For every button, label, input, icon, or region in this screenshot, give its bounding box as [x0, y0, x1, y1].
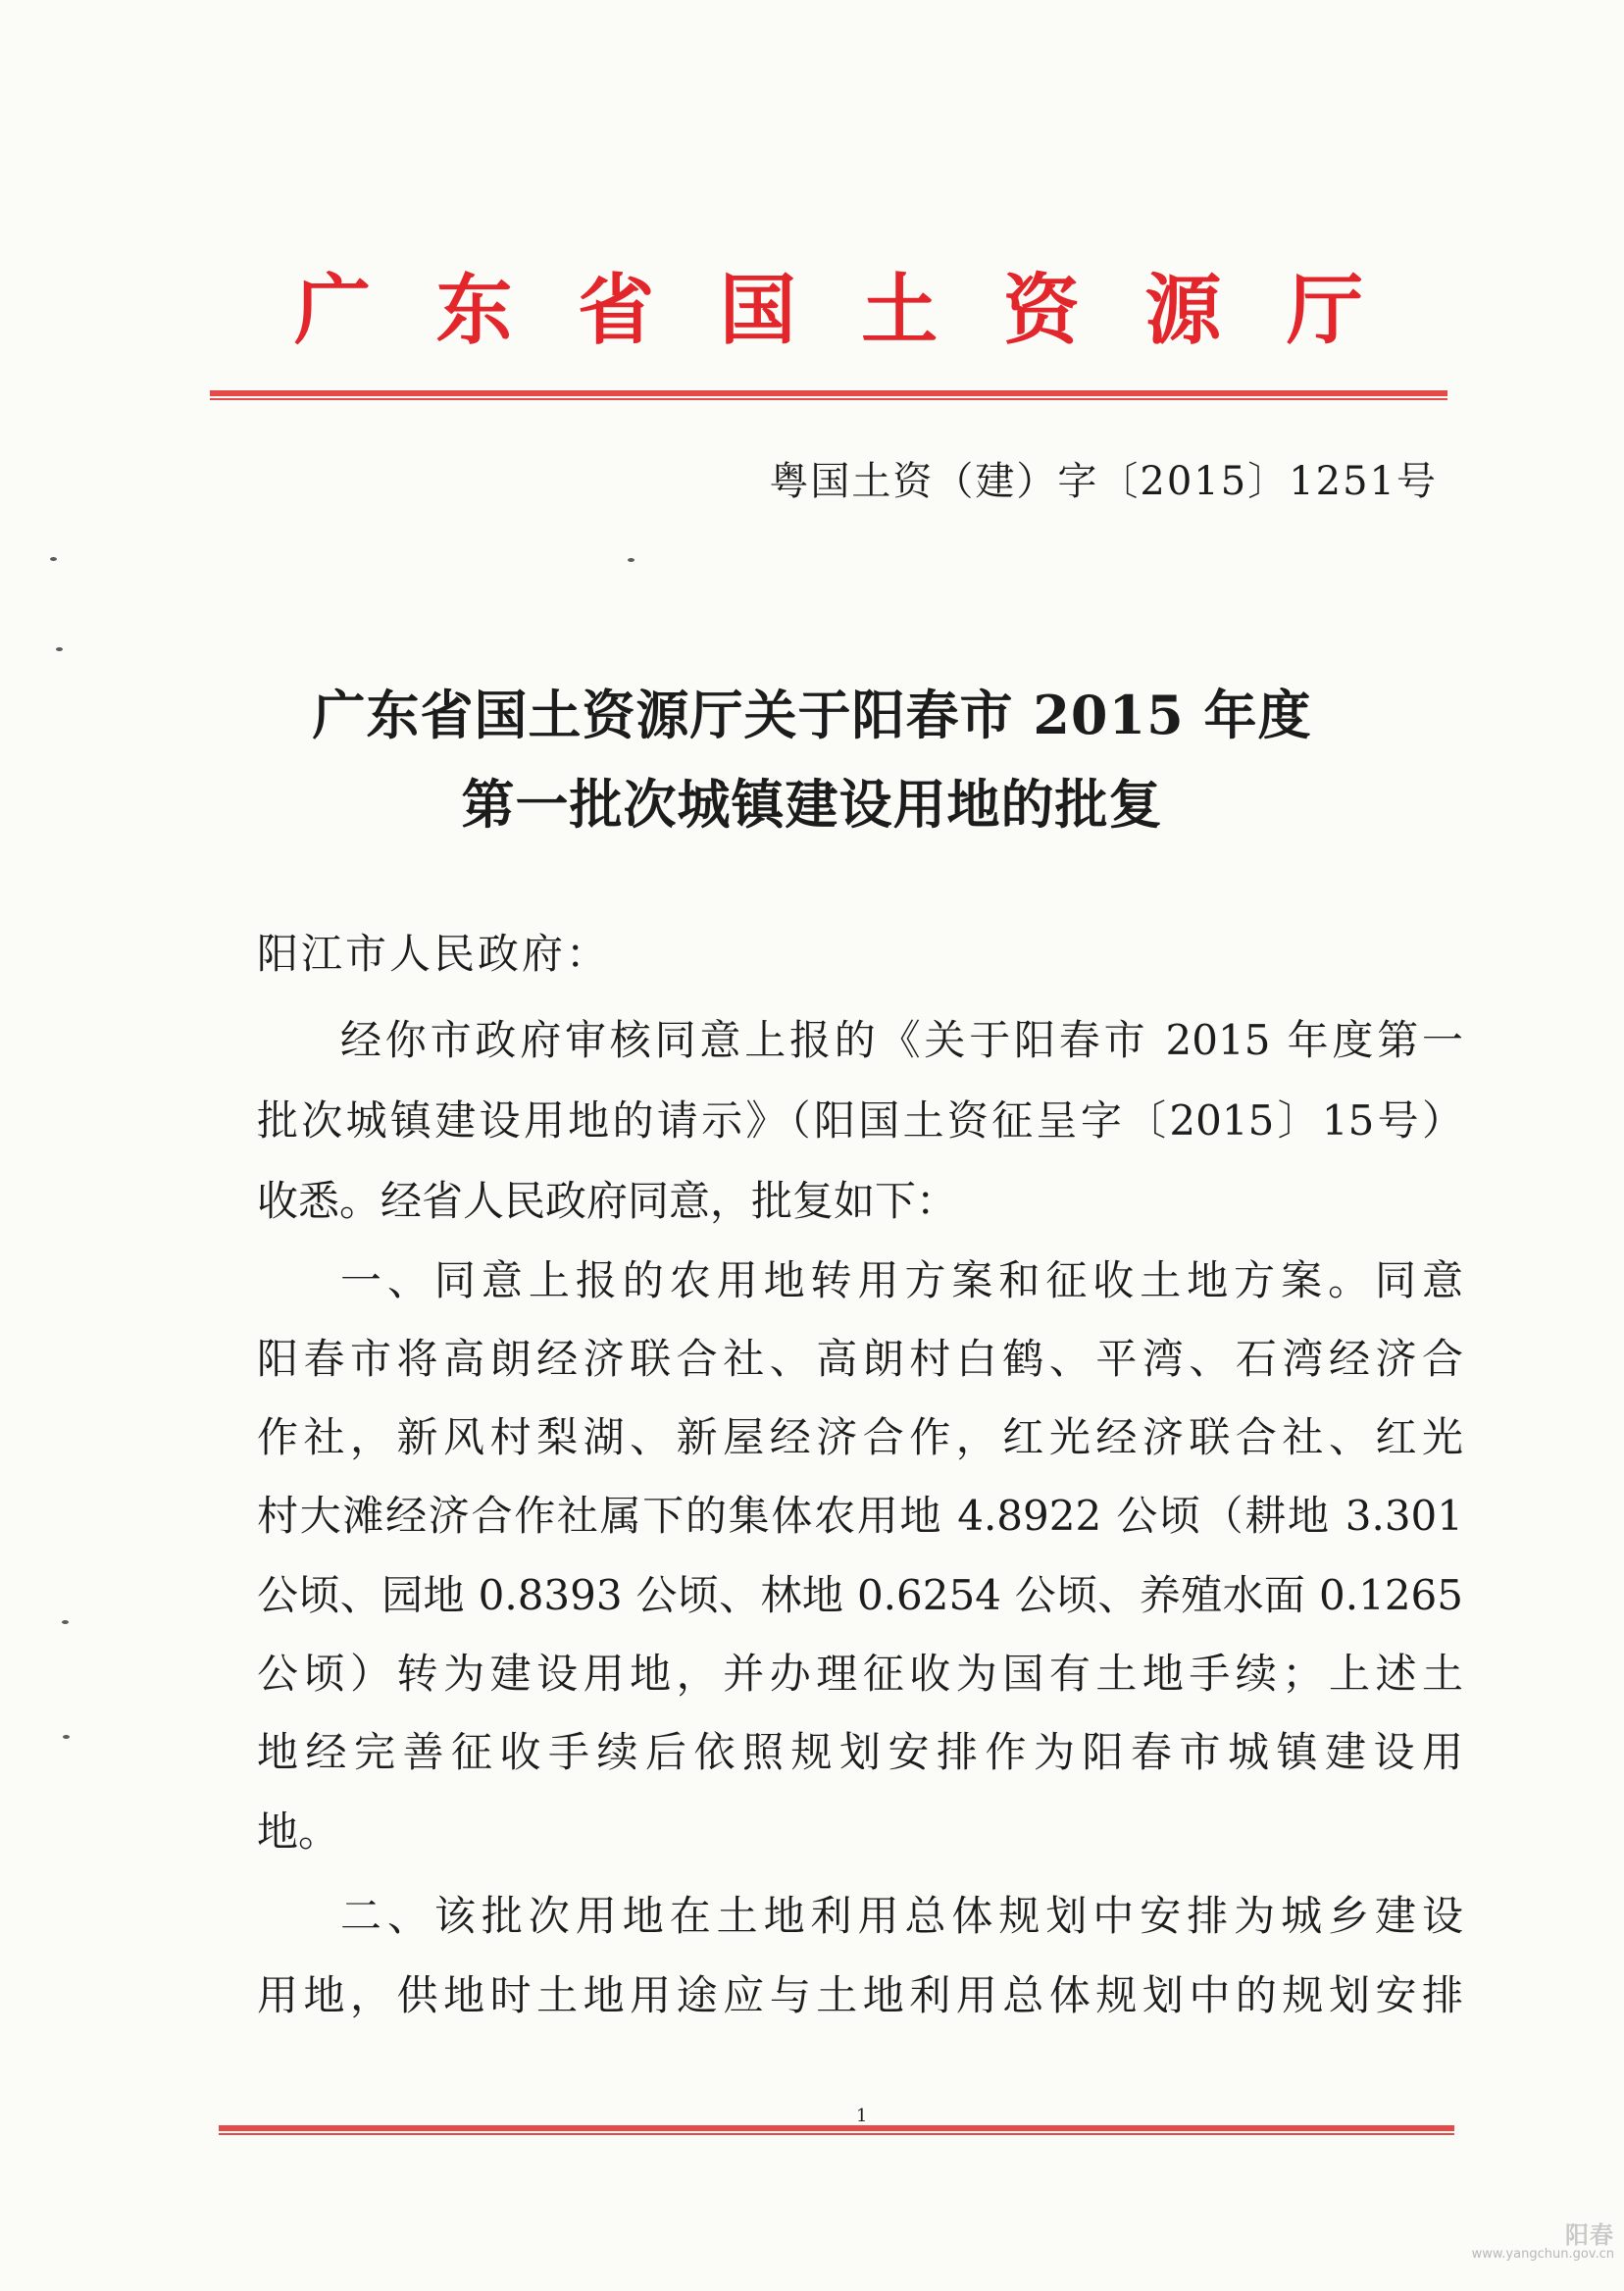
scan-speck	[63, 1735, 70, 1739]
site-watermark	[1438, 2222, 1614, 2281]
scan-speck	[62, 1620, 69, 1624]
document-title-line-1: 广东省国土资源厅关于阳春市 2015 年度	[312, 684, 1312, 746]
body-line: 收悉。经省人民政府同意，批复如下：	[257, 1177, 958, 1225]
scan-speck	[50, 557, 57, 561]
body-line: 地。	[257, 1807, 340, 1856]
body-line: 经你市政府审核同意上报的《关于阳春市 2015 年度第一	[340, 1016, 1463, 1064]
document-number: 粤国土资（建）字〔2015〕1251号	[769, 459, 1438, 504]
header-char: 厅	[1286, 266, 1363, 355]
header-char: 源	[1144, 266, 1222, 355]
header-char: 东	[435, 266, 513, 355]
header-red-rule	[210, 390, 1447, 400]
body-line: 一、同意上报的农用地转用方案和征收土地方案。同意	[340, 1256, 1463, 1304]
body-line: 批次城镇建设用地的请示》（阳国土资征呈字〔2015〕15号）	[257, 1096, 1463, 1145]
header-char: 资	[1002, 266, 1080, 355]
document-title-line-2: 第一批次城镇建设用地的批复	[461, 773, 1163, 836]
body-line: 作社，新风村梨湖、新屋经济合作，红光经济联合社、红光	[257, 1413, 1463, 1461]
page-number: 1	[856, 2106, 868, 2126]
body-line: 用地，供地时土地用途应与土地利用总体规划中的规划安排	[257, 1971, 1463, 2019]
body-line: 公顷）转为建设用地，并办理征收为国有土地手续；上述土	[257, 1650, 1463, 1698]
header-char: 土	[861, 266, 939, 355]
footer-red-rule	[219, 2125, 1454, 2135]
body-line: 阳春市将高朗经济联合社、高朗村白鹤、平湾、石湾经济合	[257, 1335, 1463, 1383]
header-char: 省	[578, 266, 655, 355]
issuing-authority-header	[294, 266, 1363, 355]
watermark-url: www.yangchun.gov.cn	[1471, 2247, 1614, 2263]
body-line: 地经完善征收手续后依照规划安排作为阳春市城镇建设用	[257, 1728, 1463, 1776]
body-line: 二、该批次用地在土地利用总体规划中安排为城乡建设	[340, 1892, 1463, 1940]
header-char: 广	[294, 266, 372, 355]
watermark-logo: 阳春	[1565, 2221, 1614, 2249]
salutation: 阳江市人民政府：	[257, 930, 611, 978]
body-line: 村大滩经济合作社属下的集体农用地 4.8922 公顷（耕地 3.301	[257, 1492, 1463, 1540]
scan-speck	[56, 647, 63, 651]
body-line: 公顷、园地 0.8393 公顷、林地 0.6254 公顷、养殖水面 0.1265	[257, 1571, 1463, 1619]
scan-speck	[628, 558, 634, 562]
header-char: 国	[719, 266, 796, 355]
